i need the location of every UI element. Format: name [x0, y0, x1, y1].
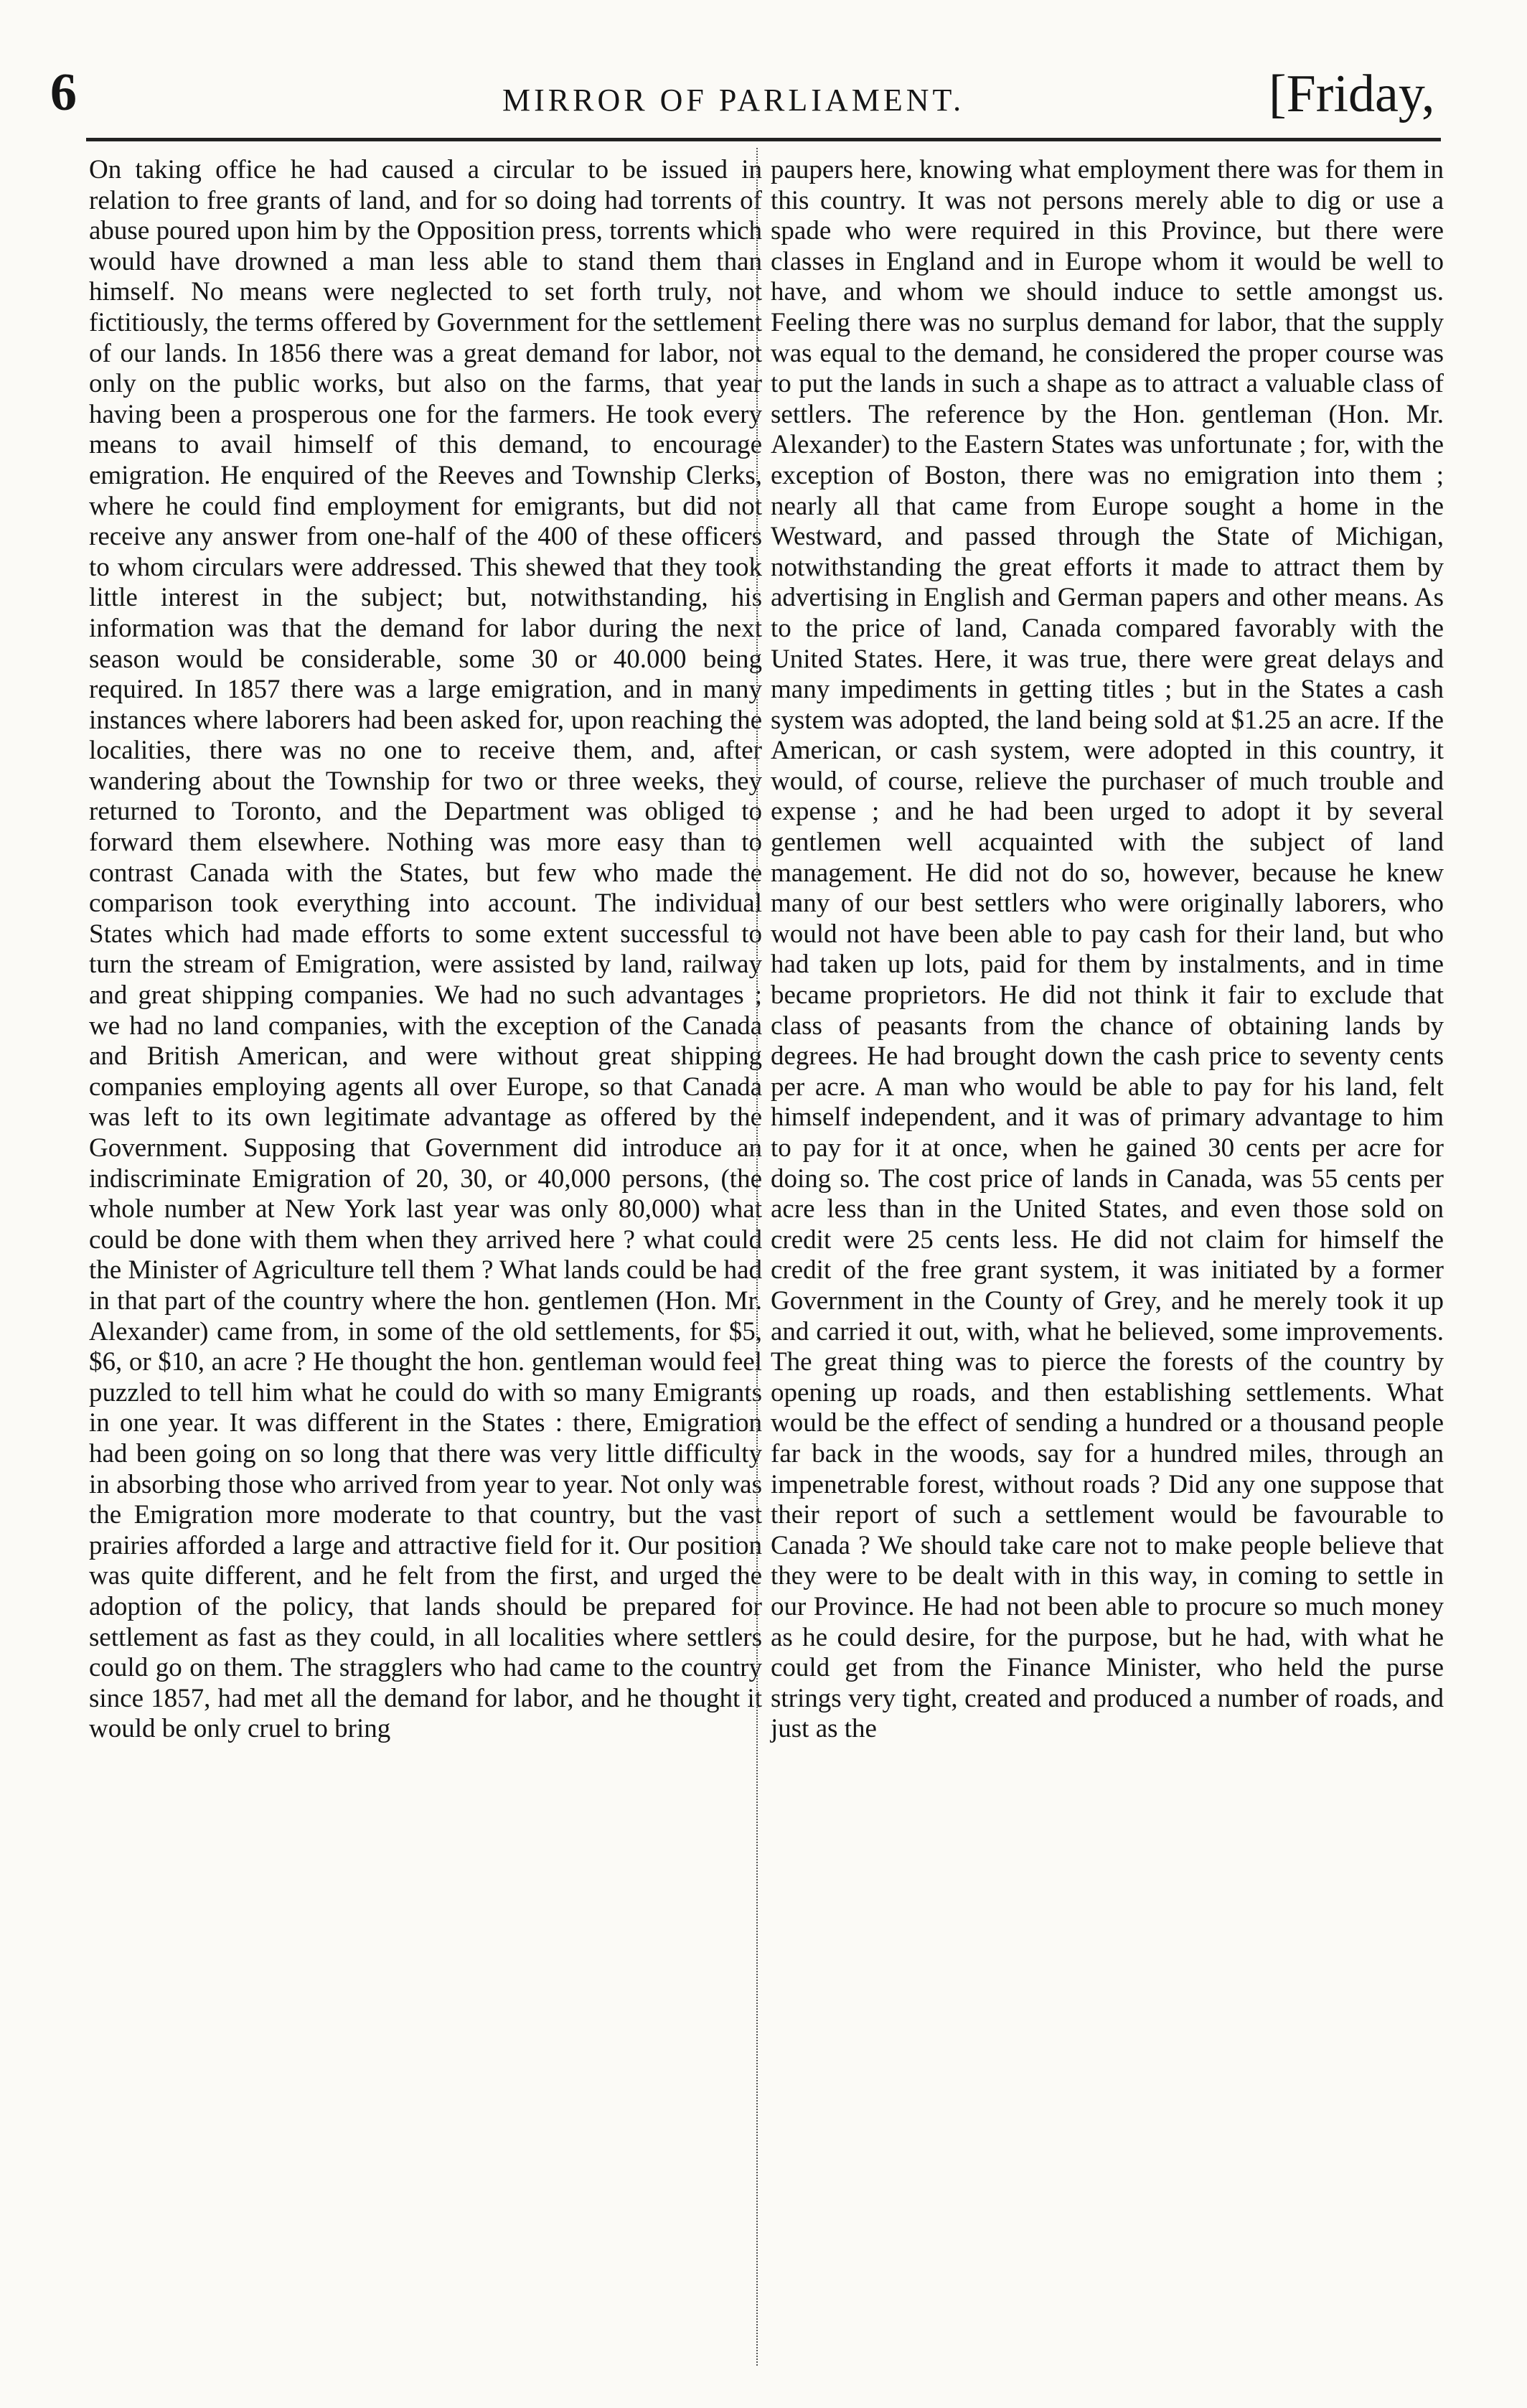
left-column-text: On taking office he had caused a circular to be issued in relation to free grants of land, and for so doing had torrents of abuse poured upon him by the Opposition press, torrents which would have drowned a man less able to stand them than himself. No means were neglected to set forth truly, not fictitiously, the terms offered by Government for the settlement of our lands. In 1856 there was a great demand for labor, not only on the public works, but also on the farms, that year having been a prosperous one for the farmers. He took every means to avail himself of this demand, to encourage emigration. He enquired of the Reeves and Township Clerks, where he could find employment for emigrants, but did not receive any answer from one-half of the 400 of these officers to whom circulars were addressed. This shewed that they took little interest in the subject; but, notwithstanding, his information was that the demand for labor during the next season would be considerable, some 30 or 40.000 being required. In 1857 there was a large emigration, and in many instances where laborers had been asked for, upon reaching the localities, there was no one to receive them, and, after wandering about the Township for two or three weeks, they returned to Toronto, and the Department was obliged to forward them elsewhere. Nothing was more easy than to contrast Canada with the States, but few who made the comparison took everything into account. The individual States which had made efforts to some extent successful to turn the stream of Emigration, were assisted by land, railway and great shipping companies. We had no such advantages ; we had no land companies, with the exception of the Canada and British American, and were without great shipping companies employing agents all over Europe, so that Canada was left to its own legitimate advantage as offered by the Government. Supposing that Government did introduce an indiscriminate Emigration of 20, 30, or 40,000 persons, (the whole number at New York last year was only 80,000) what could be done with them when they arrived here ? what could the Minister of Agriculture tell them ? What lands could be had in that part of the country where the hon. gentlemen (Hon. Mr. Alexander) came from, in some of the old settlements, for $5, $6, or $10, an acre ? He thought the hon. gentleman would feel puzzled to tell him what he could do with so many Emigrants in one year. It was different in the States : there, Emigration had been going on so long that there was very little difficulty in absorbing those who arrived from year to year. Not only was the Emigration more moderate to that country, but the vast prairies afforded a large and attractive field for it. Our position was quite different, and he felt from the first, and urged the adoption of the policy, that lands should be prepared for settlement as fast as they could, in all localities where settlers could go on them. The stragglers who had came to the country since 1857, had met all the demand for labor, and he thought it would be only cruel to bring	[89, 155, 762, 1744]
running-title: MIRROR OF PARLIAMENT.	[502, 83, 965, 118]
left-column	[89, 155, 762, 2366]
page-number: 6	[50, 63, 77, 122]
right-column	[771, 155, 1444, 2366]
running-day: [Friday,	[1269, 65, 1435, 123]
header-rule	[86, 138, 1441, 141]
right-column-text: paupers here, knowing what employment there was for them in this country. It was not persons merely able to dig or use a spade who were required in this Province, but there were classes in England and in Europe whom it would be well to have, and whom we should induce to settle amongst us. Feeling there was no surplus demand for labor, that the supply was equal to the demand, he considered the proper course was to put the lands in such a shape as to attract a valuable class of settlers. The reference by the Hon. gentleman (Hon. Mr. Alexander) to the Eastern States was unfortunate ; for, with the exception of Boston, there was no emigration into them ; nearly all that came from Europe sought a home in the Westward, and passed through the State of Michigan, notwithstanding the great efforts it made to attract them by advertising in English and German papers and other means. As to the price of land, Canada compared favorably with the United States. Here, it was true, there were great delays and many impediments in getting titles ; but in the States a cash system was adopted, the land being sold at $1.25 an acre. If the American, or cash system, were adopted in this country, it would, of course, relieve the purchaser of much trouble and expense ; and he had been urged to adopt it by several gentlemen well acquainted with the subject of land management. He did not do so, however, because he knew many of our best settlers who were originally laborers, who would not have been able to pay cash for their land, but who had taken up lots, paid for them by instalments, and in time became proprietors. He did not think it fair to exclude that class of peasants from the chance of obtaining lands by degrees. He had brought down the cash price to seventy cents per acre. A man who would be able to pay for his land, felt himself independent, and it was of primary advantage to him to pay for it at once, when he gained 30 cents per acre for doing so. The cost price of lands in Canada, was 55 cents per acre less than in the United States, and even those sold on credit were 25 cents less. He did not claim for himself the credit of the free grant system, it was initiated by a former Government in the County of Grey, and he merely took it up and carried it out, with, what he believed, some improvements. The great thing was to pierce the forests of the country by opening up roads, and then establishing settlements. What would be the effect of sending a hundred or a thousand people far back in the woods, say for a hundred miles, through an impenetrable forest, without roads ? Did any one suppose that their report of such a settlement would be favourable to Canada ? We should take care not to make people believe that they were to be dealt with in this way, in coming to settle in our Province. He had not been able to procure so much money as he could desire, for the purpose, but he had, with what he could get from the Finance Minister, who held the purse strings very tight, created and produced a number of roads, and just as the	[771, 155, 1444, 1744]
column-divider	[756, 148, 758, 2366]
